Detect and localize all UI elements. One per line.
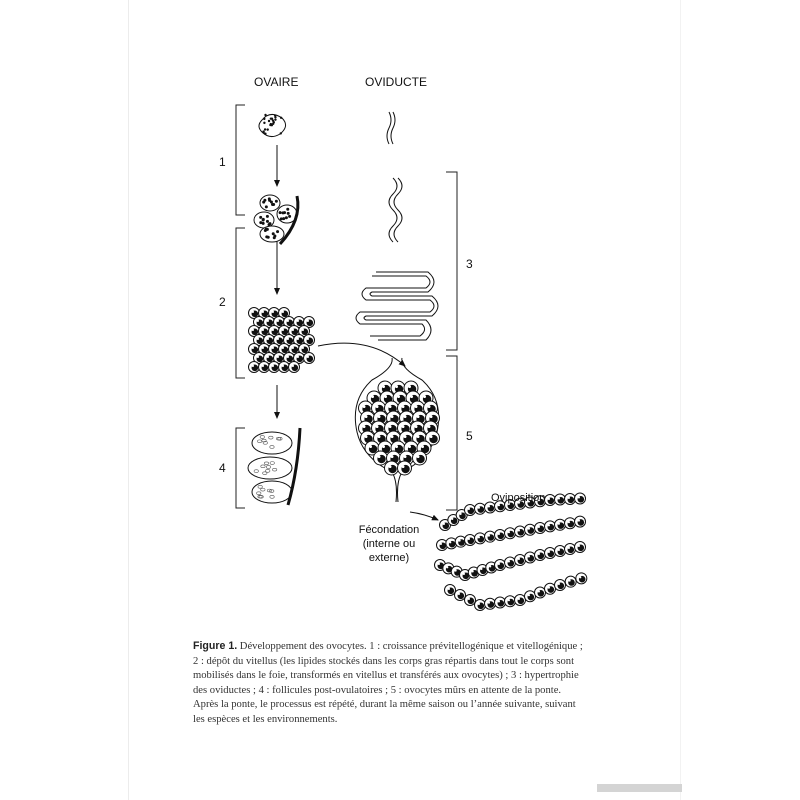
egg-highlight <box>468 538 470 540</box>
egg-highlight <box>277 338 279 340</box>
egg-highlight <box>458 539 460 541</box>
yolk-dot <box>263 118 265 120</box>
egg-highlight <box>446 566 448 568</box>
egg-highlight <box>391 455 394 458</box>
egg-highlight <box>568 547 570 549</box>
egg-highlight <box>378 415 381 418</box>
yolk-dot <box>259 221 262 224</box>
egg-highlight <box>391 435 394 438</box>
egg-highlight <box>568 521 570 523</box>
egg-highlight <box>498 563 500 565</box>
bracket-2 <box>236 228 245 378</box>
egg-highlight <box>282 347 284 349</box>
yolk-dot <box>285 216 288 219</box>
egg-highlight <box>408 445 411 448</box>
yolk-dot <box>275 200 278 203</box>
egg-highlight <box>538 526 540 528</box>
egg-highlight <box>463 573 465 575</box>
bracket-5 <box>446 356 457 510</box>
ovary-header: OVAIRE <box>254 75 299 89</box>
egg-highlight <box>402 465 405 468</box>
caption-line-3: mobilisés dans le foie, transformés en vitellus et transférés aux ovocytes) ; 3 : hypertrophie <box>193 670 579 682</box>
egg-highlight <box>408 385 411 388</box>
ovary-stage-2 <box>254 195 298 244</box>
egg-highlight <box>257 356 259 358</box>
egg-highlight <box>365 435 368 438</box>
yolk-dot <box>273 236 276 239</box>
egg-highlight <box>548 587 550 589</box>
egg-highlight <box>287 338 289 340</box>
fecondation-line-1: Fécondation <box>358 524 420 536</box>
egg-highlight <box>292 365 294 367</box>
ovary-stage-3-cluster <box>249 308 315 373</box>
yolk-dot <box>265 228 268 231</box>
egg-highlight <box>391 415 394 418</box>
egg-highlight <box>257 320 259 322</box>
egg-highlight <box>272 311 274 313</box>
egg-highlight <box>498 533 500 535</box>
egg-highlight <box>292 347 294 349</box>
ovary-stage-1 <box>259 114 286 137</box>
egg-highlight <box>277 356 279 358</box>
egg-highlight <box>538 590 540 592</box>
egg-highlight <box>449 541 451 543</box>
egg-highlight <box>252 365 254 367</box>
flask-eggs <box>359 381 440 475</box>
egg-highlight <box>404 455 407 458</box>
egg-highlight <box>287 356 289 358</box>
egg-highlight <box>458 593 460 595</box>
egg-highlight <box>548 551 550 553</box>
yolk-dot <box>262 218 265 221</box>
egg-highlight <box>415 405 418 408</box>
egg-highlight <box>371 395 374 398</box>
egg-highlight <box>267 356 269 358</box>
egg-highlight <box>365 415 368 418</box>
yolk-dot <box>282 211 285 214</box>
yolk-dot <box>268 222 271 225</box>
egg-highlight <box>468 508 470 510</box>
yolk-dot <box>280 217 283 220</box>
fecondation-line-3: externe) <box>368 552 410 564</box>
egg-highlight <box>257 338 259 340</box>
egg-highlight <box>417 435 420 438</box>
egg-highlight <box>451 518 453 520</box>
stage-label-3: 3 <box>466 257 473 271</box>
egg-highlight <box>272 365 274 367</box>
yolk-dot <box>270 117 272 119</box>
yolk-dot <box>267 236 270 239</box>
egg-highlight <box>478 507 480 509</box>
yolk-dot <box>286 208 289 211</box>
egg-highlight <box>302 347 304 349</box>
oviduct-convoluted-b <box>364 272 438 340</box>
stage-label-5: 5 <box>466 429 473 443</box>
yolk-dot <box>272 119 274 121</box>
egg-highlight <box>378 455 381 458</box>
egg-highlight <box>410 395 413 398</box>
yolk-dot <box>287 212 290 215</box>
egg-highlight <box>508 560 510 562</box>
egg-highlight <box>428 405 431 408</box>
yolk-dot <box>269 124 271 126</box>
egg-highlight <box>262 311 264 313</box>
yolk-dot <box>280 117 282 119</box>
yolk-dot <box>279 211 282 214</box>
egg-highlight <box>518 558 520 560</box>
egg-highlight <box>508 599 510 601</box>
egg-highlight <box>528 528 530 530</box>
egg-highlight <box>538 553 540 555</box>
egg-highlight <box>578 545 580 547</box>
egg-highlight <box>459 513 461 515</box>
egg-highlight <box>292 329 294 331</box>
ovary-stage-4-follicles <box>248 428 300 505</box>
egg-highlight <box>440 543 442 545</box>
egg-highlight <box>472 570 474 572</box>
yolk-dot <box>274 116 276 118</box>
caption-text: Développement des ovocytes. 1 : croissance prévitellogénique et vitellogénique ; <box>237 641 583 652</box>
bracket-3 <box>446 172 457 350</box>
egg-highlight <box>488 602 490 604</box>
caption-line-6: les espèces et les environnements. <box>193 713 338 725</box>
egg-highlight <box>468 598 470 600</box>
egg-highlight <box>579 576 581 578</box>
egg-highlight <box>402 405 405 408</box>
scrollbar[interactable] <box>597 784 682 792</box>
yolk-dot <box>288 215 291 218</box>
yolk-dot <box>266 220 269 223</box>
arrow-oviposition <box>410 512 438 520</box>
egg-highlight <box>307 320 309 322</box>
egg-highlight <box>395 445 398 448</box>
yolk-dot <box>259 216 262 219</box>
yolk-dot <box>268 120 270 122</box>
egg-highlight <box>282 311 284 313</box>
egg-highlight <box>384 395 387 398</box>
egg-highlight <box>389 465 392 468</box>
yolk-dot <box>266 128 268 130</box>
yolk-dot <box>271 203 274 206</box>
oviposition-label: Oviposition <box>491 492 546 504</box>
yolk-dot <box>263 122 265 124</box>
egg-highlight <box>498 600 500 602</box>
egg-highlight <box>448 588 450 590</box>
egg-highlight <box>480 568 482 570</box>
egg-highlight <box>363 405 366 408</box>
egg-highlight <box>415 425 418 428</box>
egg-highlight <box>307 338 309 340</box>
caption-line-4: des oviductes ; 4 : follicules post-ovulatoires ; 5 : ovocytes mûrs en attente de la ponte. <box>193 684 562 696</box>
egg-highlight <box>252 311 254 313</box>
egg-highlight <box>488 534 490 536</box>
egg-highlight <box>478 603 480 605</box>
yolk-dot <box>276 230 279 233</box>
oviduct-thin-b <box>391 112 395 144</box>
egg-highlight <box>267 338 269 340</box>
stage-label-1: 1 <box>219 155 226 169</box>
oviduct-wavy-b <box>394 178 402 242</box>
oviduct-thin-a <box>387 112 391 144</box>
egg-highlight <box>423 395 426 398</box>
caption-line-5: Après la ponte, le processus est répété, durant la même saison ou l’année suivante, suivant <box>193 699 576 711</box>
egg-highlight <box>376 425 379 428</box>
yolk-dot <box>264 128 266 130</box>
oviduct-header: OVIDUCTE <box>365 75 428 89</box>
egg-highlight <box>404 435 407 438</box>
caption-line-2: 2 : dépôt du vitellus (les lipides stockés dans les corps gras répartis dans tout le corps sont <box>193 655 575 667</box>
egg-highlight <box>378 435 381 438</box>
egg-highlight <box>363 425 366 428</box>
yolk-dot <box>264 114 266 116</box>
egg-highlight <box>489 565 491 567</box>
egg-highlight <box>568 579 570 581</box>
egg-highlight <box>518 598 520 600</box>
egg-highlight <box>417 415 420 418</box>
egg-highlight <box>558 523 560 525</box>
egg-highlight <box>417 455 420 458</box>
egg-highlight <box>382 445 385 448</box>
egg-highlight <box>478 536 480 538</box>
yolk-dot <box>272 123 274 125</box>
egg-highlight <box>430 415 433 418</box>
egg-highlight <box>454 569 456 571</box>
egg-highlight <box>568 497 570 499</box>
yolk-dot <box>262 201 265 204</box>
egg-highlight <box>558 549 560 551</box>
egg-highlight <box>421 445 424 448</box>
egg-highlight <box>578 496 580 498</box>
yolk-dot <box>280 132 282 134</box>
egg-highlight <box>369 445 372 448</box>
caption-line-1 <box>193 639 673 655</box>
caption-label: Figure 1. <box>193 640 238 652</box>
oviduct-wavy-a <box>389 178 397 242</box>
egg-highlight <box>402 425 405 428</box>
egg-highlight <box>397 395 400 398</box>
stage-label-4: 4 <box>219 461 226 475</box>
egg-highlight <box>488 505 490 507</box>
egg-highlight <box>389 425 392 428</box>
stage-label-2: 2 <box>219 295 226 309</box>
egg-highlight <box>558 497 560 499</box>
egg-highlight <box>404 415 407 418</box>
egg-highlight <box>272 347 274 349</box>
egg-highlight <box>528 555 530 557</box>
egg-chain <box>435 493 587 611</box>
yolk-dot <box>274 118 276 120</box>
figure-caption <box>193 639 673 728</box>
egg-highlight <box>262 365 264 367</box>
egg-highlight <box>307 356 309 358</box>
oviduct-convoluted-a <box>356 276 434 336</box>
egg-highlight <box>252 329 254 331</box>
bracket-1 <box>236 105 245 215</box>
egg-highlight <box>272 329 274 331</box>
yolk-dot <box>266 215 269 218</box>
egg-highlight <box>548 524 550 526</box>
egg-highlight <box>287 320 289 322</box>
yolk-dot <box>265 205 268 208</box>
egg-highlight <box>578 519 580 521</box>
egg-highlight <box>518 529 520 531</box>
egg-highlight <box>252 347 254 349</box>
egg-highlight <box>297 338 299 340</box>
yolk-dot <box>268 197 271 200</box>
egg-highlight <box>389 405 392 408</box>
egg-highlight <box>382 385 385 388</box>
egg-highlight <box>302 329 304 331</box>
egg-highlight <box>498 504 500 506</box>
egg-highlight <box>548 498 550 500</box>
yolk-dot <box>262 131 264 133</box>
egg-highlight <box>428 425 431 428</box>
fecondation-line-2: (interne ou <box>362 538 416 550</box>
egg-highlight <box>508 531 510 533</box>
egg-highlight <box>282 365 284 367</box>
egg-highlight <box>282 329 284 331</box>
egg-highlight <box>297 356 299 358</box>
egg-highlight <box>395 385 398 388</box>
egg-highlight <box>430 435 433 438</box>
bracket-4 <box>236 428 245 508</box>
egg-highlight <box>376 405 379 408</box>
egg-highlight <box>443 523 445 525</box>
egg-highlight <box>267 320 269 322</box>
fecondation-label <box>359 524 420 564</box>
egg-highlight <box>528 594 530 596</box>
egg-highlight <box>297 320 299 322</box>
egg-highlight <box>262 329 264 331</box>
egg-highlight <box>558 583 560 585</box>
egg-highlight <box>277 320 279 322</box>
egg-highlight <box>438 563 440 565</box>
egg-highlight <box>262 347 264 349</box>
